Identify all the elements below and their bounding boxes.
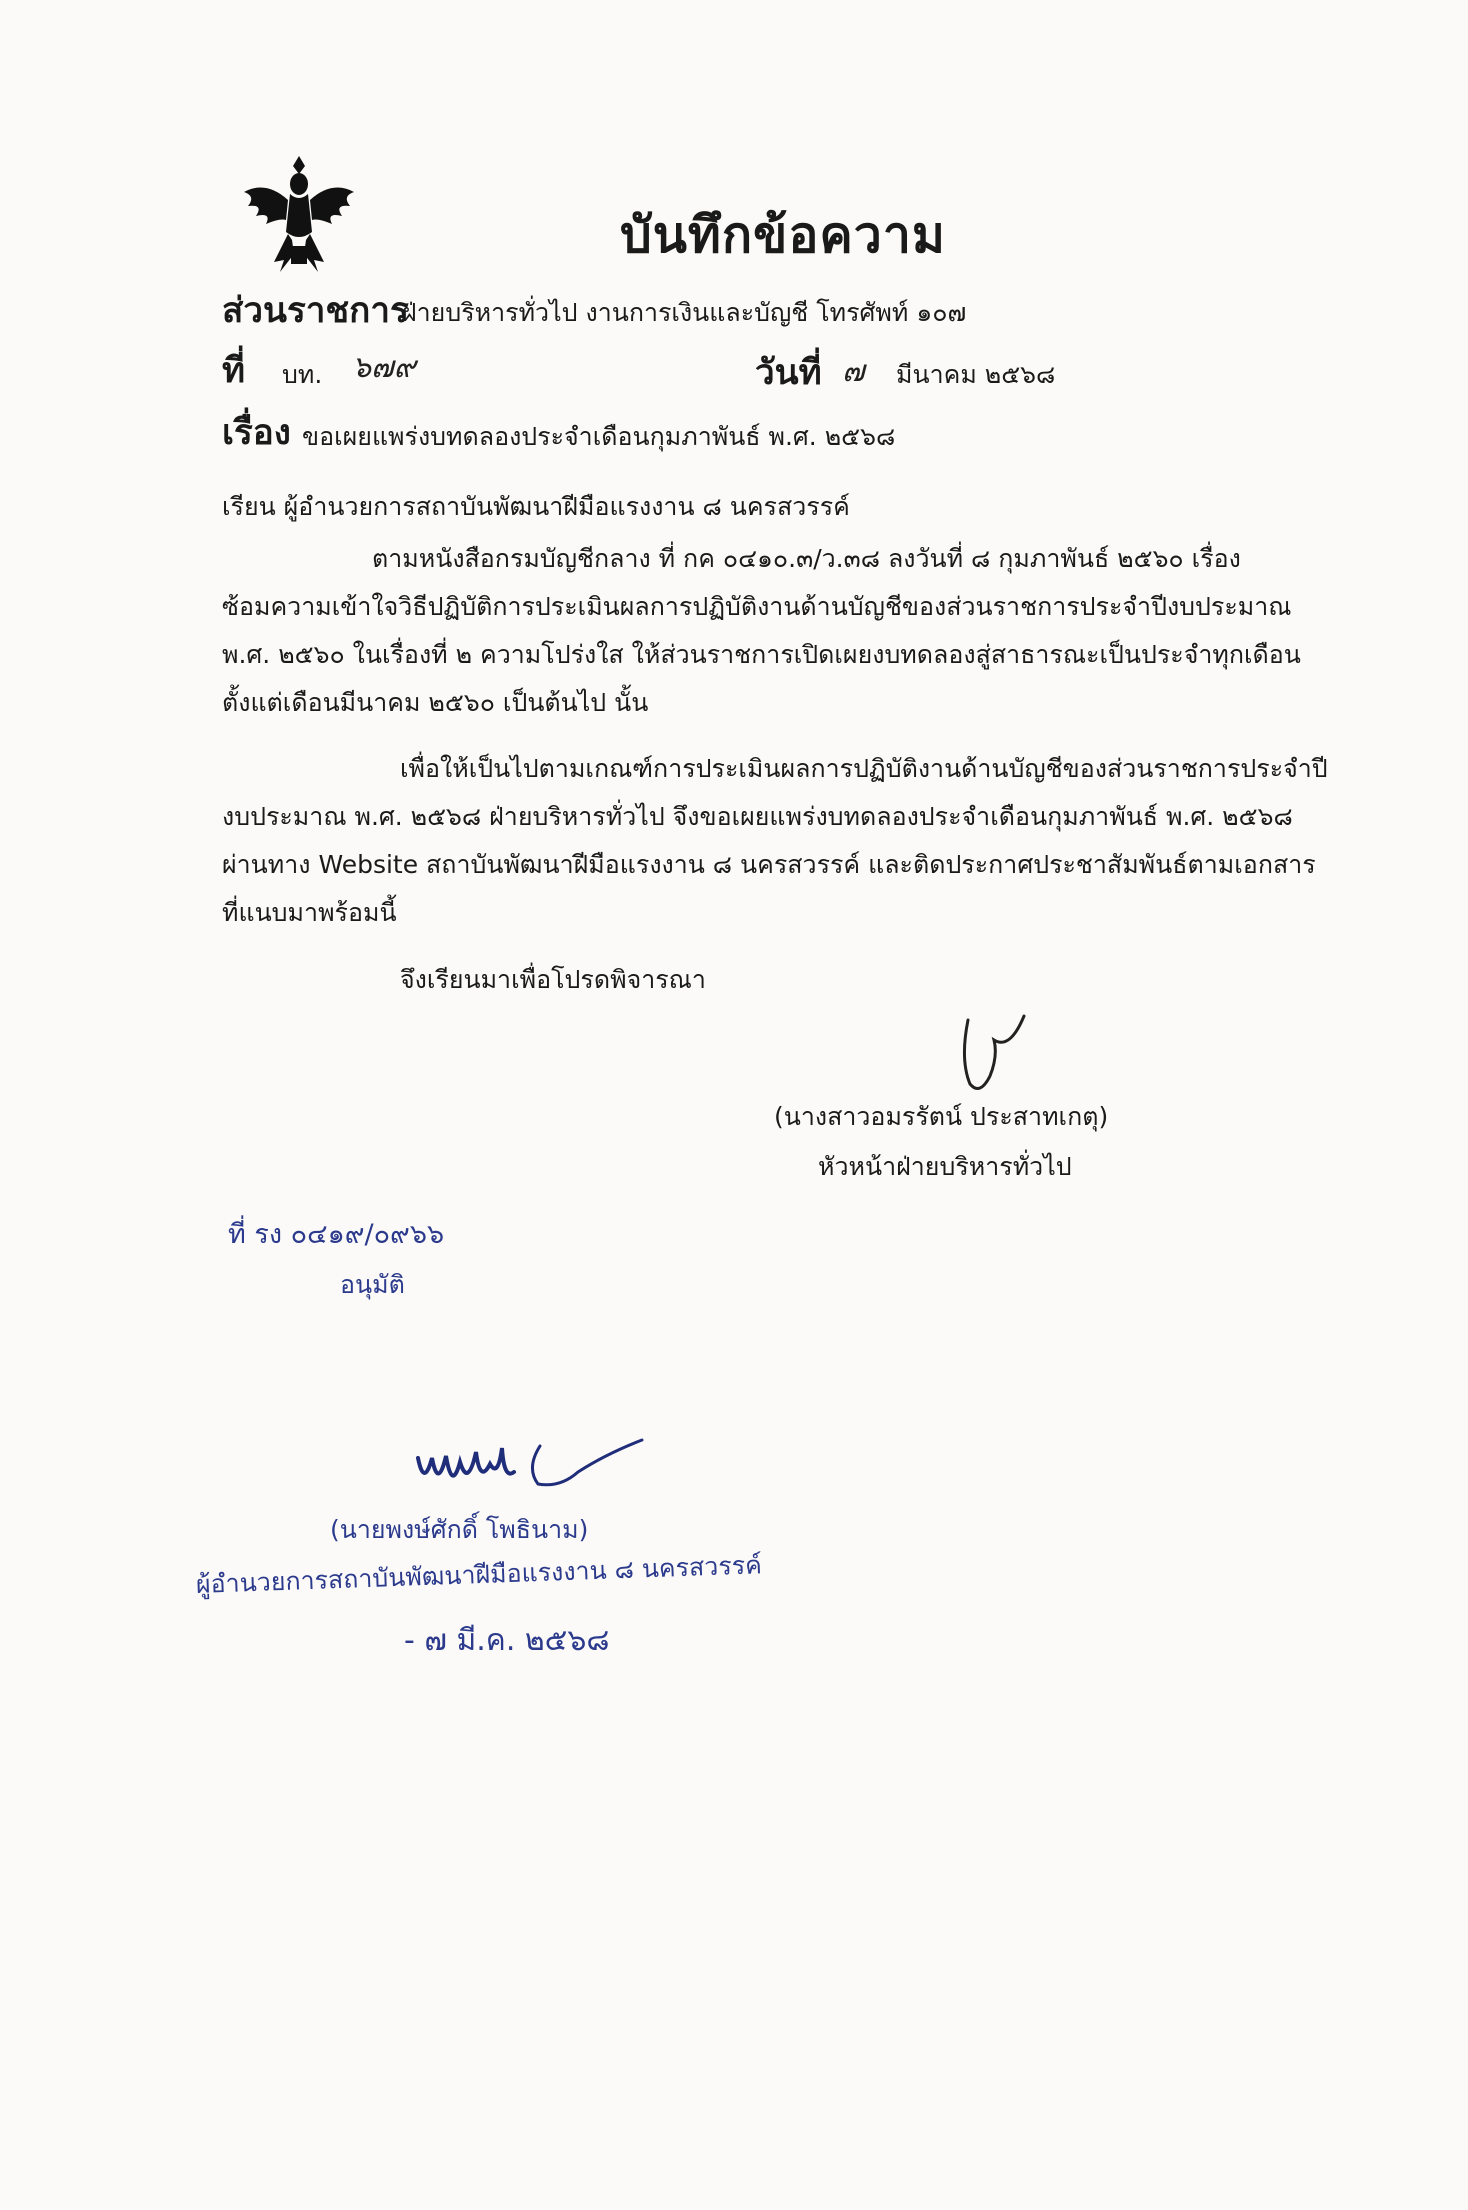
date-label: วันที่: [755, 353, 822, 393]
paragraph-line: ตั้งแต่เดือนมีนาคม ๒๕๖๐ เป็นต้นไป นั้น: [222, 688, 649, 717]
approval-text: อนุมัติ: [340, 1270, 405, 1299]
agency-label: ส่วนราชการ: [222, 291, 409, 331]
signer1-name: (นางสาวอมรรัตน์ ประสาทเกตุ): [774, 1102, 1109, 1131]
paragraph-2: [222, 745, 1330, 937]
paragraph-line: ที่แนบมาพร้อมนี้: [222, 898, 397, 927]
number-value: ๖๗๙: [352, 350, 416, 385]
paragraph-line: เพื่อให้เป็นไปตามเกณฑ์การประเมินผลการปฏิบัติงานด้านบัญชีของส่วนราชการประจำปี: [400, 754, 1328, 783]
signer1-position: หัวหน้าฝ่ายบริหารทั่วไป: [818, 1152, 1072, 1181]
date-value: มีนาคม ๒๕๖๘: [896, 360, 1056, 389]
number-prefix: บท.: [282, 360, 323, 389]
paragraph-line: ผ่านทาง Website สถาบันพัฒนาฝีมือแรงงาน ๘ นครสวรรค์ และติดประกาศประชาสัมพันธ์ตามเอกสาร: [222, 850, 1316, 879]
agency-value: ฝ่ายบริหารทั่วไป งานการเงินและบัญชี โทรศัพท์ ๑๐๗: [402, 298, 967, 327]
date-day: ๗: [842, 354, 865, 389]
garuda-emblem-icon: [236, 150, 362, 278]
memo-title: บันทึกข้อความ: [620, 206, 946, 264]
paragraph-line: ซ้อมความเข้าใจวิธีปฏิบัติการประเมินผลการปฏิบัติงานด้านบัญชีของส่วนราชการประจำปีงบประมาณ: [222, 592, 1292, 621]
paragraph-line: ตามหนังสือกรมบัญชีกลาง ที่ กค ๐๔๑๐.๓/ว.๓๘ ลงวันที่ ๘ กุมภาพันธ์ ๒๕๖๐ เรื่อง: [372, 544, 1241, 573]
closing-text: จึงเรียนมาเพื่อโปรดพิจารณา: [400, 965, 706, 994]
paragraph-line: พ.ศ. ๒๕๖๐ ในเรื่องที่ ๒ ความโปร่งใส ให้ส่วนราชการเปิดเผยงบทดลองสู่สาธารณะเป็นประจำทุกเดือน: [222, 640, 1301, 669]
director-position: ผู้อำนวยการสถาบันพัฒนาฝีมือแรงงาน ๘ นครสวรรค์: [195, 1550, 763, 1599]
subject-value: ขอเผยแพร่งบทดลองประจำเดือนกุมภาพันธ์ พ.ศ. ๒๕๖๘: [302, 422, 896, 451]
signature-1: [950, 1000, 1040, 1100]
endorsement-ref: ที่ รง ๐๔๑๙/๐๙๖๖: [228, 1219, 445, 1250]
subject-label: เรื่อง: [222, 413, 291, 453]
paragraph-line: งบประมาณ พ.ศ. ๒๕๖๘ ฝ่ายบริหารทั่วไป จึงขอเผยแพร่งบทดลองประจำเดือนกุมภาพันธ์ พ.ศ. ๒๕๖๘: [222, 802, 1293, 831]
number-label: ที่: [222, 351, 246, 391]
director-name: (นายพงษ์ศักดิ์ โพธินาม): [330, 1515, 589, 1544]
salutation: เรียน ผู้อำนวยการสถาบันพัฒนาฝีมือแรงงาน ๘ นครสวรรค์: [222, 492, 850, 521]
endorsement-date: - ๗ มี.ค. ๒๕๖๘: [404, 1623, 610, 1658]
paragraph-1: [222, 535, 1330, 727]
signature-2: [410, 1418, 650, 1508]
